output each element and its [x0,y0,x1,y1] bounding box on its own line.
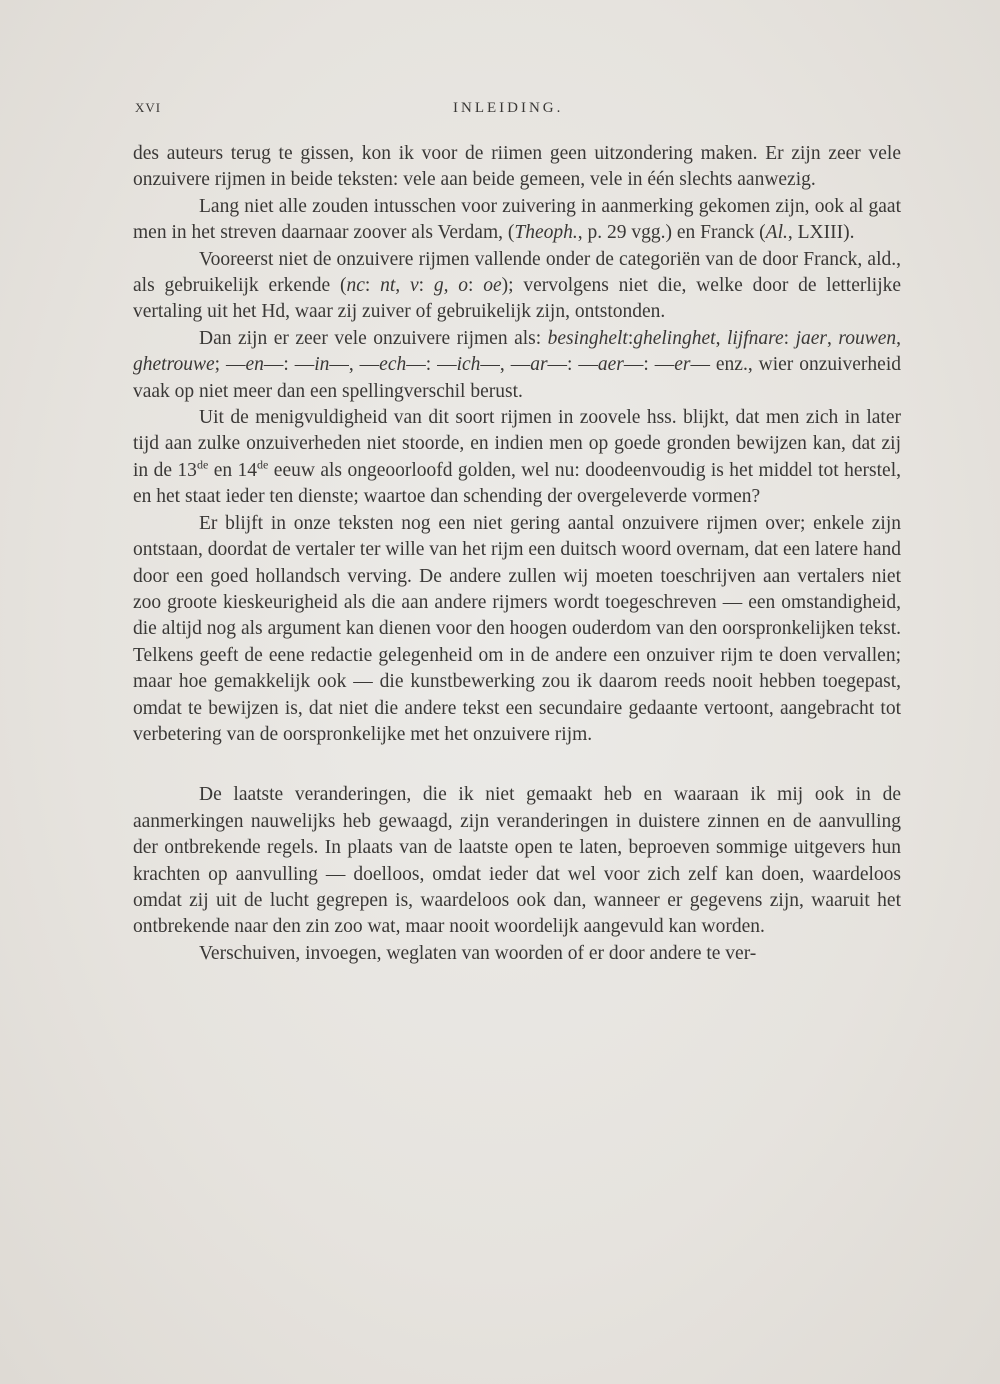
text-run: Uit de menigvuldigheid van dit soort rijmen in zoovele hss. blijkt, dat men zich in later tijd aan zulke onzuiverheden niet stoorde, en indien men op goede gronden bewijzen kan, dat zij in de 13 [133,407,901,481]
italic-term: Al. [765,222,788,244]
ordinal-superscript: de [257,457,269,472]
italic-term: besinghelt [547,327,628,349]
italic-term: ghelinghet [633,327,716,349]
italic-term: ech [379,354,407,376]
body-text [133,141,901,967]
paragraph-p8 [133,941,901,967]
text-run: : [418,275,434,297]
italic-term: oe [483,275,502,297]
paragraph-p1 [133,141,901,194]
paragraph-p6 [133,511,901,749]
paragraph-p2 [133,194,901,247]
text-run: Vooreerst niet de onzuivere rijmen vallende onder de categoriën van de door Franck, ald., als gebruikelijk erkende ( [133,248,901,297]
text-run: : [364,275,381,297]
text-run: —: — [406,354,457,376]
italic-term: g, o [433,275,468,297]
text-run: Verschuiven, invoegen, weglaten van woorden of er door andere te ver- [199,942,757,964]
text-run: ); vervolgens niet die, welke door de letterlijke vertaling uit het Hd, waar zij zuiver of gebruikelijk zijn, ontstonden. [133,275,902,323]
text-run: eeuw als ongeoorloofd golden, wel nu: doodeenvoudig is het middel tot herstel, en het staat ieder ten dienste; waartoe dan schending der overgeleverde vormen? [133,459,902,508]
text-run: —: — [263,354,315,376]
text-run: , p. 29 vgg.) en Franck ( [577,222,766,244]
text-run: des auteurs terug te gissen, kon ik voor de riimen geen uitzondering maken. Er zijn zeer vele onzuivere rijmen in beide teksten: vele aan beide gemeen, vele in één slechts aanwezig. [133,143,901,191]
italic-term: Theoph. [514,222,578,244]
text-run: —: — [547,354,598,376]
italic-term: ich [456,354,481,376]
italic-term: nt, v [380,275,419,297]
text-run: —, — [480,354,531,376]
text-run: — enz., wier onzuiverheid vaak op niet meer dan een spellingverschil berust. [133,354,901,402]
text-run: ; — [214,354,246,376]
paragraph-p4 [133,326,901,405]
text-run: Dan zijn er zeer vele onzuivere rijmen als: [199,327,548,349]
text-run: en 14 [208,459,258,481]
section-gap [133,748,901,782]
italic-term: jaer [795,327,827,349]
text-run: —, — [329,354,380,376]
italic-term: ghetrouwe [133,354,215,376]
paragraph-p3 [133,247,901,326]
text-run: Er blijft in onze teksten nog een niet gering aantal onzuivere rijmen over; enkele zijn ontstaan, doordat de vertaler ter wille van het rijm een duitsch woord overnam, dat een latere hand door een goed hollandsch verving. De andere zullen wij moeten toeschrijven aan vertalers niet zoo groote kieskeurigheid als die aan andere rijmers wordt toegeschreven — een omstandigheid, die altijd nog als argument kan dienen voor den hoogen ouderdom van den oorspronkelijken tekst. Telkens geeft de eene redactie gelegenheid om in de andere een onzuiver rijm te doen vervallen; maar hoe gemakkelijk ook — die kunstbewerking zou ik daarom reeds nooit hebben toegepast, omdat te bewijzen is, dat niet die andere tekst een secundaire gedaante vertoont, aangebracht tot verbetering van de oorspronkelijke met het onzuivere rijm. [133,512,901,745]
italic-term: nc [346,275,365,297]
italic-term: rouwen [838,327,897,349]
paragraph-p5 [133,405,901,511]
italic-term: er [674,354,691,376]
italic-term: lijfnare [726,327,784,349]
ordinal-superscript: de [196,457,209,472]
page-number: XVI [135,100,162,115]
italic-term: in [314,354,330,376]
text-run: De laatste veranderingen, die ik niet gemaakt heb en waaraan ik mij ook in de aanmerkingen nauwelijks heb gewaagd, zijn veranderingen in duistere zinnen en de aanvulling der ontbrekende regels. In plaats van de laatste open te laten, beproeven sommige uitgevers hun krachten op aanvulling — doelloos, omdat ieder dat wel voor zich zelf kan doen, waardeloos omdat zij uit de lucht gegrepen is, waardeloos ook dan, wanneer er gegevens zijn, waaruit het ontbrekende naar den zin zoo wat, maar nooit woordelijk aangevuld kan worden. [133,784,901,938]
chapter-title: INLEIDING. [453,100,564,116]
italic-term: en [245,354,264,376]
text-run: —: — [623,354,675,376]
text-run: Lang niet alle zouden intusschen voor zuivering in aanmerking gekomen zijn, ook al gaat men in het streven daarnaar zoover als Verdam, ( [133,195,901,244]
italic-term: aer [597,354,624,376]
text-run: , [715,327,727,349]
running-header [135,100,905,124]
text-run: : [627,327,634,349]
text-run: , [896,327,902,349]
italic-term: ar [530,354,548,376]
text-run: : [468,275,484,297]
text-run: : [783,327,796,349]
text-run: , LXIII). [787,222,855,244]
paragraph-p7 [133,782,901,940]
text-run: , [826,327,839,349]
